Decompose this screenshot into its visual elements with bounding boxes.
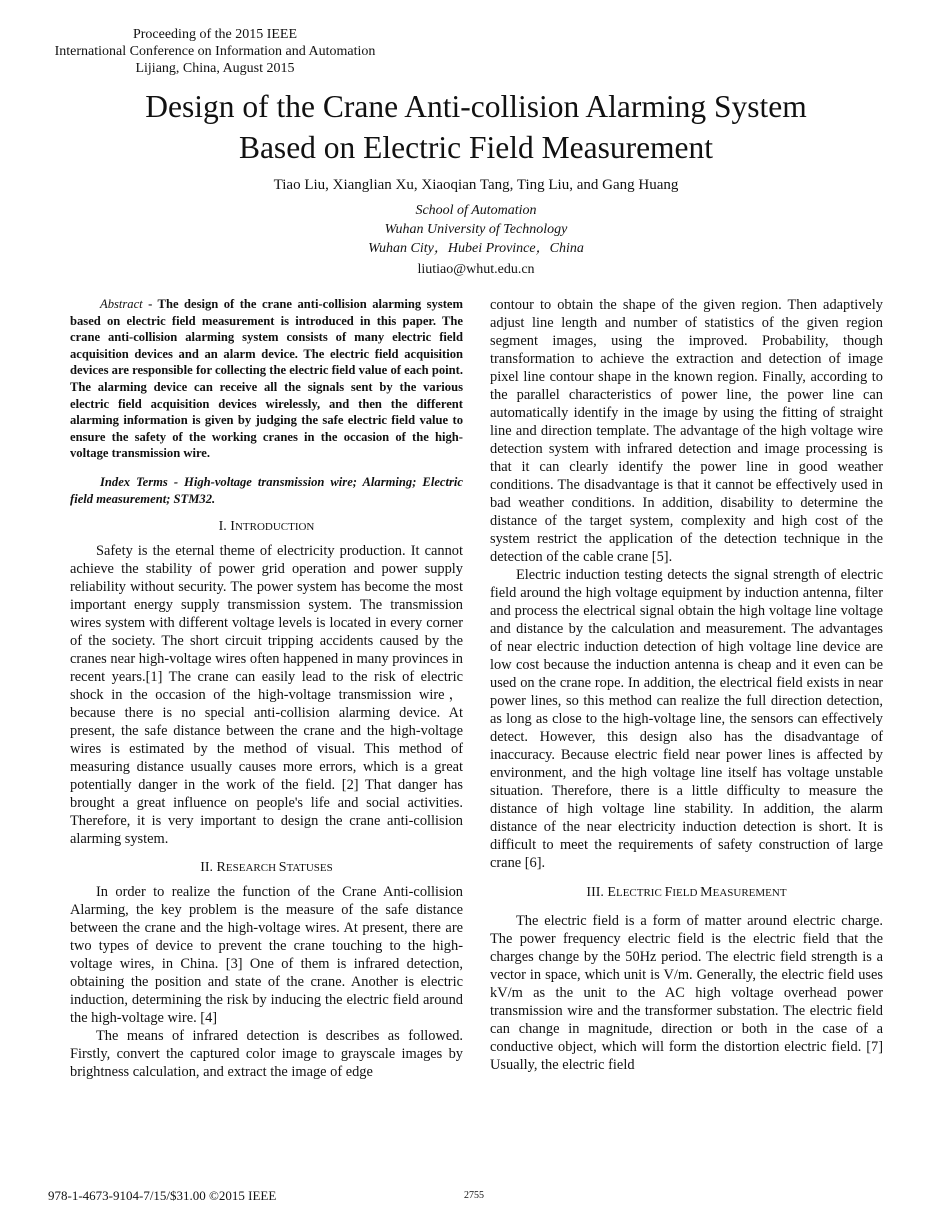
abstract [70,296,463,462]
paragraph-continuation-text: contour to obtain the shape of the given region. Then adaptively adjust line length and number of statistics of the given region segment images, using the improved. Probability, though transformation to achieve the extraction and detection of image pixel line contour shape in the known region. Finally, according to the parallel characteristics of power line, the power line can automatically identify in the image by using the fitting of straight line and direction template. The advantage of the high voltage wire detection system with infrared detection and image processing is that it can clearly identify the power line in good weather conditions. The disadvantage is that it cannot be effectively used in bad weather conditions. In addition, disability to determine the distance of the target system, complexity and high cost of the system restrict the application of the detection technique in the detection of the cable crane [5]. [490,297,883,565]
section-heading-electric-field-measurement: III. ELECTRIC FIELD MEASUREMENT [586,885,787,900]
conference-line: Proceeding of the 2015 IEEE [132,27,298,42]
paragraph: The means of infrared detection is describes as followed. Firstly, convert the captured color image to grayscale images by brightness calculation, and extract the image of edge [70,1028,463,1081]
right-column [490,296,883,1074]
author-email: liutiao@whut.edu.cn [417,262,535,277]
abstract-text: - The design of the crane anti-collision alarming system based on electric field measurement is introduced in this paper. The crane anti-collision alarming system consists of many electric field acquisition devices and an alarm device. The electric field acquisition devices are responsible for collecting the electric field value of each point. The alarming device can receive all the signals sent by the various electric field acquisition devices wirelessly, and then the different alarming information is given by judging the safe electric field value to ensure the safety of the working cranes in the occasion of the high-voltage transmission wire. [70,297,463,461]
paper-title [0,86,952,168]
paragraph: Electric induction testing detects the signal strength of electric field around the high voltage equipment by induction antenna, filter and process the electrical signal obtain the high voltage line voltage and distance by the calculation and measurement. The advantages of near electric induction detection of high voltage line device are low cost because the induction antenna is cheap and it even can be used on the crane rope. In addition, the electrical field exists in near power lines, so this method can realize the full direction detection, as long as close to the high-voltage line, the sensors can effectively detect. However, this design also has the disadvantage of inaccuracy. Because electric field near power lines is affected by environment, and the high voltage line itself has voltage unstable situation. Therefore, there is a little difficulty to measure the distance of high voltage line stability. In addition, the alarm distance of the near electricity induction detection is short. It is difficult to meet the requirements of safety construction of large crane [6]. [490,567,883,871]
abstract-label: Abstract [100,297,143,311]
conference-info [30,26,400,77]
paragraph: Safety is the eternal theme of electricity production. It cannot achieve the stability of power grid operation and power supply reliability without security. The power system has become the most important energy supply transmission system. The transmission wires system with different voltage levels is located in every corner of the society. The short circuit tripping accidents caused by the cranes near high-voltage wires often happened in many provinces in recent years.[1] The crane can easily lead to the risk of electric shock in the occasion of the high-voltage transmission wire，because there is no special anti-collision alarming device. At present, the safe distance between the crane and the high-voltage wires is estimated by the method of visual. This method of measuring distance usually causes more errors, which is a great potentially danger in the work of the field. [2] That danger has brought a great influence on people's life and social activities. Therefore, it is very important to design the crane anti-collision alarming system. [70,543,463,848]
affiliation-block [0,201,952,258]
paragraph: The electric field is a form of matter around electric charge. The power frequency electric field is the electric field that the charges change by the 50Hz period. The electric field strength is a vector in space, which unit is V/m. Generally, the electric field uses kV/m as the unit to the AC high voltage overhead power transmission wire and the transformer substation. The electric field can change in magnitude, direction or both in the case of a conductive object, which will form the distortion electric field. [7] Usually, the electric field [490,913,883,1073]
paragraph-continued [490,296,883,566]
page-number: 2755 [464,1190,484,1201]
title-line: Design of the Crane Anti-collision Alarming System [145,89,807,124]
index-terms: Index Terms - High-voltage transmission wire; Alarming; Electric field measurement; STM32. [70,474,463,506]
section-heading-research-statuses: II. RESEARCH STATUSES [200,860,333,876]
paragraph: In order to realize the function of the Crane Anti-collision Alarming, the key problem is the measure of the safe distance between the crane and the high-voltage wires. At present, there are two types of device to prevent the crane touching to the high-voltage wires, in China. [3] One of them is infrared detection, obtaining the position and state of the crane. Another is electric induction, determining the risk by inducing the electric field around the high-voltage wire. [4] [70,884,463,1027]
affiliation-line: School of Automation [415,203,537,218]
conference-line: Lijiang, China, August 2015 [135,61,295,76]
affiliation-line: Wuhan University of Technology [384,222,568,237]
left-column [70,296,463,1081]
affiliation-line: Wuhan City，Hubei Province，China [368,241,584,256]
footer-isbn: 978-1-4673-9104-7/15/$31.00 ©2015 IEEE [48,1188,277,1203]
conference-line: International Conference on Information and Automation [54,44,376,59]
authors: Tiao Liu, Xianglian Xu, Xiaoqian Tang, Ting Liu, and Gang Huang [273,177,679,193]
section-heading-introduction: I. INTRODUCTION [218,519,315,535]
title-line: Based on Electric Field Measurement [238,130,714,165]
